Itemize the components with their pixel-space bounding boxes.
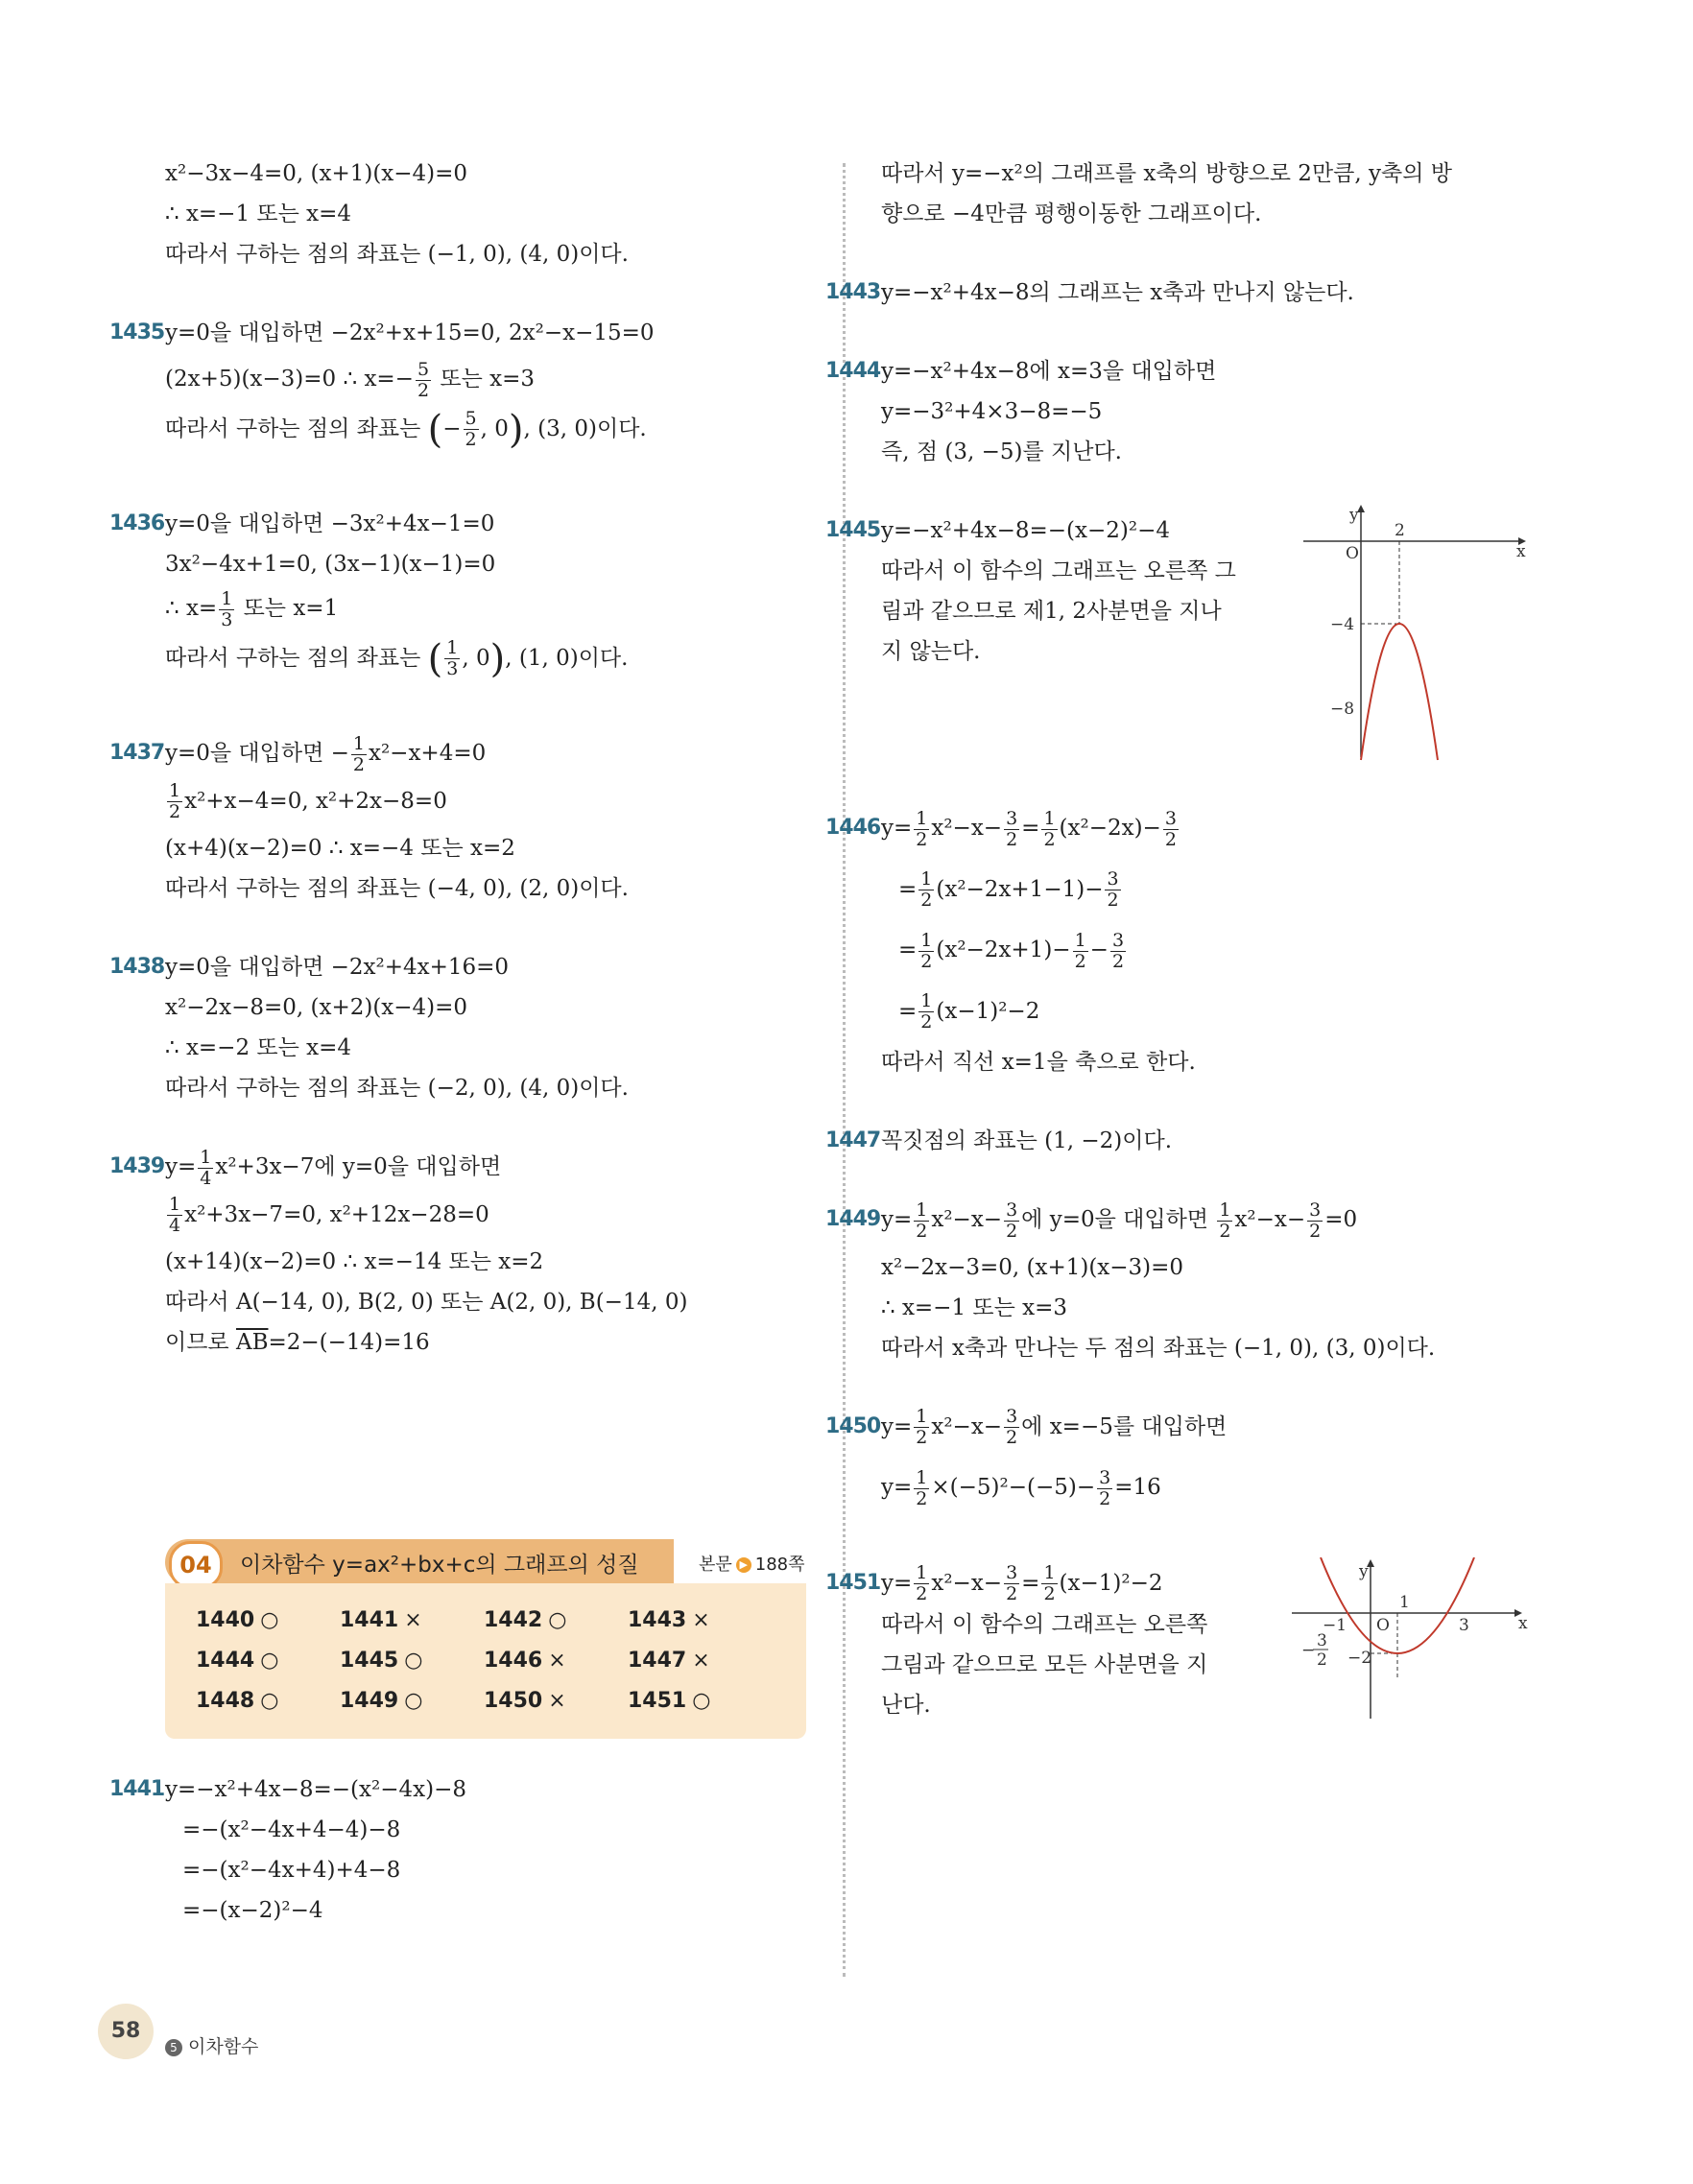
paren-open: ( bbox=[427, 407, 443, 452]
numerator: 3 bbox=[1164, 807, 1177, 829]
problem-1449 bbox=[825, 1199, 1543, 1368]
paren-close: ) bbox=[508, 407, 524, 452]
problem-number: 1436 bbox=[109, 511, 165, 535]
answer-item bbox=[628, 1649, 710, 1673]
text-span: ∴ x= bbox=[165, 596, 218, 621]
text-line: 따라서 이 함수의 그래프는 오른쪽 그 bbox=[881, 558, 1236, 583]
text-line: y=−x²+4x−8의 그래프는 x축과 만나지 않는다. bbox=[881, 280, 1354, 305]
text-line: 따라서 x축과 만나는 두 점의 좌표는 (−1, 0), (3, 0)이다. bbox=[881, 1335, 1436, 1361]
text-span: x²−x− bbox=[931, 1570, 1003, 1596]
answer-item bbox=[484, 1608, 566, 1632]
fraction bbox=[1105, 869, 1120, 911]
answer-number: 1441 bbox=[340, 1608, 399, 1632]
fraction bbox=[914, 1407, 929, 1448]
text-line: =−(x−2)²−4 bbox=[182, 1898, 323, 1923]
answer-item bbox=[628, 1689, 710, 1713]
numerator: 1 bbox=[916, 1562, 928, 1583]
denominator: 2 bbox=[1006, 828, 1018, 850]
fraction bbox=[1307, 1200, 1323, 1242]
text-line: 림과 같으므로 제1, 2사분면을 지나 bbox=[881, 599, 1222, 624]
text-span: =16 bbox=[1114, 1475, 1161, 1500]
answer-item bbox=[196, 1689, 278, 1713]
text-line: =−(x²−4x+4)+4−8 bbox=[182, 1858, 401, 1883]
problem-number: 1435 bbox=[109, 320, 165, 344]
parabola-curve bbox=[1321, 1557, 1474, 1653]
text-line: y=−x²+4x−8=−(x²−4x)−8 bbox=[165, 1777, 466, 1802]
text-span: − bbox=[1089, 938, 1109, 962]
text-span: (x²−2x+1)− bbox=[936, 938, 1071, 962]
numerator: 1 bbox=[920, 990, 933, 1011]
text-span: = bbox=[898, 876, 918, 902]
problem-1446 bbox=[825, 807, 1543, 1082]
denominator: 2 bbox=[920, 1011, 933, 1033]
denominator: 3 bbox=[221, 608, 233, 630]
numerator: 1 bbox=[920, 929, 933, 951]
text-span: (x−1)²−2 bbox=[936, 998, 1040, 1024]
ref-page: 188쪽 bbox=[754, 1555, 805, 1575]
answer-item bbox=[484, 1649, 566, 1673]
denominator: 2 bbox=[1219, 1220, 1231, 1242]
denominator: 2 bbox=[1111, 950, 1125, 972]
text-span: , (1, 0)이다. bbox=[505, 645, 629, 671]
problem-1445 bbox=[825, 506, 1543, 770]
answer-number: 1449 bbox=[340, 1689, 399, 1713]
problem-1450 bbox=[825, 1406, 1543, 1509]
denominator: 2 bbox=[1043, 828, 1056, 850]
answer-mark: × bbox=[692, 1608, 710, 1632]
answer-item bbox=[628, 1608, 710, 1632]
x-label: x bbox=[1518, 1613, 1528, 1633]
answer-mark: × bbox=[692, 1649, 710, 1673]
text-span: (2x+5)(x−3)=0 ∴ x=− bbox=[165, 367, 414, 392]
text-line bbox=[165, 733, 818, 775]
text-line: y=0을 대입하면 −2x²+4x+16=0 bbox=[165, 955, 510, 980]
numerator: 1 bbox=[1043, 1562, 1056, 1583]
text-span: = bbox=[1021, 816, 1040, 841]
fraction bbox=[918, 931, 934, 972]
text-line: 지 않는다. bbox=[881, 639, 981, 664]
text-line: 3x²−4x+1=0, (3x−1)(x−1)=0 bbox=[165, 552, 496, 577]
fraction bbox=[198, 1148, 213, 1189]
numerator: 1 bbox=[916, 1466, 928, 1488]
fraction bbox=[464, 409, 479, 450]
denominator: 2 bbox=[1006, 1427, 1018, 1448]
problem-1447 bbox=[825, 1121, 1543, 1161]
answer-number: 1443 bbox=[628, 1608, 687, 1632]
arrow-right-icon: ▶ bbox=[736, 1557, 751, 1573]
answer-item bbox=[484, 1689, 566, 1713]
text-line: 꼭짓점의 좌표는 (1, −2)이다. bbox=[881, 1128, 1173, 1153]
problem-1438 bbox=[109, 947, 818, 1108]
answer-mark: ○ bbox=[404, 1689, 423, 1713]
text-line bbox=[165, 1195, 818, 1237]
problem-number: 1446 bbox=[825, 816, 881, 840]
fraction bbox=[1097, 1468, 1112, 1509]
answer-number: 1440 bbox=[196, 1608, 255, 1632]
fraction bbox=[1041, 809, 1057, 850]
graph-1445 bbox=[1303, 503, 1534, 775]
numerator: 1 bbox=[916, 807, 928, 829]
answer-item bbox=[196, 1649, 278, 1673]
fraction bbox=[1004, 1200, 1019, 1242]
answer-number: 1444 bbox=[196, 1649, 255, 1673]
answer-mark: × bbox=[404, 1608, 422, 1632]
x-label: x bbox=[1516, 542, 1526, 561]
problem-1437 bbox=[109, 732, 818, 909]
tick-label-frac-den: 2 bbox=[1317, 1650, 1327, 1670]
denominator: 2 bbox=[1006, 1583, 1018, 1604]
numerator: 1 bbox=[446, 637, 459, 658]
fraction bbox=[914, 1200, 929, 1242]
text-span: x²−x+4=0 bbox=[368, 741, 487, 766]
text-line bbox=[165, 638, 818, 680]
text-span: 이므로 bbox=[165, 1330, 236, 1355]
tick-label: −1 bbox=[1323, 1615, 1347, 1635]
denominator: 2 bbox=[169, 801, 181, 822]
text-line bbox=[165, 1147, 818, 1189]
text-line: (x+4)(x−2)=0 ∴ x=−4 또는 x=2 bbox=[165, 836, 515, 861]
problem-number: 1444 bbox=[825, 359, 881, 383]
text-span: x²+x−4=0, x²+2x−8=0 bbox=[184, 788, 447, 814]
numerator: 1 bbox=[920, 868, 933, 890]
text-line bbox=[881, 991, 1543, 1033]
left-column-bottom bbox=[109, 1769, 818, 1969]
text-span: 또는 x=3 bbox=[440, 367, 535, 392]
answer-box bbox=[165, 1583, 806, 1739]
fraction bbox=[1041, 1563, 1057, 1604]
origin-label: O bbox=[1376, 1615, 1390, 1635]
problem-1441 bbox=[109, 1769, 818, 1931]
fraction bbox=[1110, 931, 1126, 972]
text-line: ∴ x=−2 또는 x=4 bbox=[165, 1035, 352, 1060]
fraction bbox=[1004, 809, 1019, 850]
text-line bbox=[881, 808, 1543, 850]
denominator: 3 bbox=[446, 658, 459, 679]
problem-1436 bbox=[109, 504, 818, 681]
denominator: 4 bbox=[200, 1167, 212, 1189]
numerator: 5 bbox=[417, 358, 430, 380]
numerator: 3 bbox=[1111, 929, 1125, 951]
numerator: 3 bbox=[1006, 1406, 1018, 1427]
text-span: y= bbox=[165, 1154, 197, 1179]
tick-label: −2 bbox=[1347, 1648, 1372, 1668]
problem-1439 bbox=[109, 1146, 818, 1363]
denominator: 2 bbox=[1074, 950, 1086, 972]
denominator: 2 bbox=[417, 379, 430, 401]
denominator: 2 bbox=[1099, 1487, 1111, 1509]
answer-item bbox=[340, 1689, 422, 1713]
right-column bbox=[825, 154, 1543, 1764]
text-span: y=0을 대입하면 − bbox=[165, 741, 349, 766]
text-span: = bbox=[898, 998, 918, 1024]
fraction bbox=[914, 809, 929, 850]
answer-mark: ○ bbox=[260, 1689, 279, 1713]
text-line: 따라서 A(−14, 0), B(2, 0) 또는 A(2, 0), B(−14, 0) bbox=[165, 1290, 688, 1315]
ref-prefix: 본문 bbox=[699, 1555, 732, 1575]
graph-1451-svg bbox=[1292, 1557, 1532, 1721]
problem-1434-continued bbox=[165, 154, 818, 274]
text-line bbox=[165, 359, 818, 401]
denominator: 2 bbox=[916, 828, 928, 850]
fraction bbox=[444, 638, 460, 679]
answer-mark: ○ bbox=[692, 1689, 711, 1713]
text-line: 따라서 y=−x²의 그래프를 x축의 방향으로 2만큼, y축의 방 bbox=[881, 161, 1452, 186]
tick-label: 2 bbox=[1395, 521, 1405, 540]
text-span: 따라서 구하는 점의 좌표는 bbox=[165, 415, 421, 441]
text-line: 따라서 직선 x=1을 축으로 한다. bbox=[881, 1050, 1196, 1075]
graph-1445-svg bbox=[1303, 503, 1534, 762]
text-span: (x²−2x+1−1)− bbox=[936, 876, 1104, 902]
problem-number: 1437 bbox=[109, 741, 165, 765]
answer-item bbox=[340, 1608, 422, 1632]
text-span: ×(−5)²−(−5)− bbox=[931, 1475, 1096, 1500]
segment-ab: $\overline{AB}$ bbox=[235, 1330, 269, 1355]
text-line: x²−2x−3=0, (x+1)(x−3)=0 bbox=[881, 1254, 1184, 1280]
numerator: 3 bbox=[1006, 1562, 1018, 1583]
denominator: 2 bbox=[916, 1487, 928, 1509]
answer-number: 1445 bbox=[340, 1649, 399, 1673]
numerator: 3 bbox=[1006, 1199, 1018, 1221]
text-line: ∴ x=−1 또는 x=3 bbox=[881, 1294, 1068, 1320]
text-line: 즉, 점 (3, −5)를 지난다. bbox=[881, 439, 1122, 464]
y-label: y bbox=[1349, 506, 1359, 525]
text-line: 그림과 같으므로 모든 사분면을 지 bbox=[881, 1652, 1208, 1677]
answer-number: 1447 bbox=[628, 1649, 687, 1673]
text-span: =0 bbox=[1324, 1207, 1358, 1232]
text-line bbox=[165, 781, 818, 823]
text-line: 따라서 구하는 점의 좌표는 (−4, 0), (2, 0)이다. bbox=[165, 876, 629, 901]
column-divider bbox=[843, 163, 846, 1977]
denominator: 2 bbox=[465, 429, 477, 450]
text-span: = bbox=[1021, 1570, 1040, 1596]
problem-1435 bbox=[109, 313, 818, 452]
tick-label: −8 bbox=[1330, 700, 1355, 719]
text-line: y=0을 대입하면 −3x²+4x−1=0 bbox=[165, 511, 495, 536]
parabola-curve bbox=[1361, 624, 1438, 760]
text-span: x²+3x−7에 y=0을 대입하면 bbox=[215, 1154, 502, 1179]
text-span: x²−x− bbox=[931, 1413, 1003, 1439]
numerator: 3 bbox=[1006, 807, 1018, 829]
denominator: 2 bbox=[1107, 890, 1119, 911]
fraction bbox=[167, 1195, 182, 1236]
problem-number: 1449 bbox=[825, 1207, 881, 1231]
left-column bbox=[109, 154, 818, 1401]
text-span: y= bbox=[881, 816, 913, 841]
text-line: ∴ x=−1 또는 x=4 bbox=[165, 202, 352, 226]
text-line bbox=[881, 1467, 1543, 1509]
text-line: =−(x²−4x+4−4)−8 bbox=[182, 1817, 401, 1842]
text-span: , (3, 0)이다. bbox=[523, 415, 647, 441]
tick-label-frac-num: 3 bbox=[1317, 1630, 1327, 1650]
fraction bbox=[219, 589, 234, 630]
problem-number: 1441 bbox=[109, 1777, 165, 1801]
denominator: 4 bbox=[169, 1215, 181, 1236]
problem-1442-continued bbox=[881, 154, 1543, 234]
numerator: 1 bbox=[169, 780, 181, 801]
problem-number: 1443 bbox=[825, 280, 881, 304]
text-span: 에 x=−5를 대입하면 bbox=[1021, 1413, 1228, 1439]
text-line: 따라서 구하는 점의 좌표는 (−2, 0), (4, 0)이다. bbox=[165, 1076, 629, 1101]
text-line: x²−3x−4=0, (x+1)(x−4)=0 bbox=[165, 161, 468, 186]
fraction bbox=[351, 734, 367, 775]
text-line bbox=[881, 930, 1543, 972]
fraction bbox=[914, 1563, 929, 1604]
numerator: 3 bbox=[1309, 1199, 1322, 1221]
numerator: 1 bbox=[1043, 807, 1056, 829]
text-line bbox=[881, 869, 1543, 912]
tick-label: 3 bbox=[1459, 1615, 1469, 1635]
text-span: , 0 bbox=[480, 415, 509, 441]
numerator: 1 bbox=[200, 1146, 212, 1168]
numerator: 1 bbox=[221, 587, 233, 609]
chapter-label bbox=[165, 2032, 258, 2058]
numerator: 1 bbox=[916, 1199, 928, 1221]
text-line: y=0을 대입하면 −2x²+x+15=0, 2x²−x−15=0 bbox=[165, 320, 655, 345]
text-span: 따라서 구하는 점의 좌표는 bbox=[165, 645, 421, 671]
text-line: 따라서 구하는 점의 좌표는 (− $\frac{5}{2}$ , 0), (3, 0)이다. bbox=[165, 407, 647, 452]
numerator: 1 bbox=[169, 1194, 181, 1215]
denominator: 2 bbox=[1309, 1220, 1322, 1242]
problem-number: 1447 bbox=[825, 1128, 881, 1152]
problem-number: 1450 bbox=[825, 1413, 881, 1438]
paren-close: ) bbox=[489, 636, 506, 681]
numerator: 1 bbox=[916, 1406, 928, 1427]
text-span: (x−1)²−2 bbox=[1059, 1570, 1163, 1596]
text-line: 따라서 구하는 점의 좌표는 (−1, 0), (4, 0)이다. bbox=[165, 242, 629, 267]
answer-mark: ○ bbox=[548, 1608, 567, 1632]
fraction bbox=[1004, 1563, 1019, 1604]
text-line: x²−2x−8=0, (x+2)(x−4)=0 bbox=[165, 995, 468, 1020]
paren-open: ( bbox=[427, 636, 443, 681]
fraction bbox=[1217, 1200, 1232, 1242]
text-line: 난다. bbox=[881, 1693, 931, 1718]
text-span: y= bbox=[881, 1207, 913, 1232]
answer-number: 1450 bbox=[484, 1689, 543, 1713]
denominator: 2 bbox=[920, 950, 933, 972]
text-line bbox=[165, 1322, 818, 1363]
problem-number: 1445 bbox=[825, 518, 881, 542]
numerator: 3 bbox=[1107, 868, 1119, 890]
answer-mark: × bbox=[548, 1689, 566, 1713]
fraction bbox=[1004, 1407, 1019, 1448]
denominator: 2 bbox=[916, 1583, 928, 1604]
answer-number: 1446 bbox=[484, 1649, 543, 1673]
text-span: 또는 x=1 bbox=[243, 596, 339, 621]
text-span: x²−x− bbox=[931, 816, 1003, 841]
text-line: y=−3²+4×3−8=−5 bbox=[881, 399, 1103, 424]
text-span: =2−(−14)=16 bbox=[268, 1330, 430, 1355]
answer-number: 1451 bbox=[628, 1689, 687, 1713]
chapter-number-badge: 5 bbox=[165, 2039, 182, 2056]
problem-1444 bbox=[825, 351, 1543, 472]
text-line: 따라서 이 함수의 그래프는 오른쪽 bbox=[881, 1612, 1208, 1637]
text-span: x²−x− bbox=[931, 1207, 1003, 1232]
tick-label: 1 bbox=[1399, 1592, 1410, 1612]
tick-label-minus: − bbox=[1301, 1640, 1316, 1660]
numerator: 3 bbox=[1099, 1466, 1111, 1488]
answer-mark: ○ bbox=[260, 1649, 279, 1673]
fraction bbox=[1073, 931, 1088, 972]
y-label: y bbox=[1359, 1561, 1369, 1581]
numerator: 1 bbox=[352, 732, 365, 754]
fraction bbox=[416, 360, 431, 401]
fraction bbox=[914, 1468, 929, 1509]
section-title: 이차함수 y=ax²+bx+c의 그래프의 성질 bbox=[240, 1553, 639, 1578]
text-span: x²+3x−7=0, x²+12x−28=0 bbox=[184, 1201, 489, 1227]
denominator: 2 bbox=[1164, 828, 1177, 850]
text-line: 향으로 −4만큼 평행이동한 그래프이다. bbox=[881, 202, 1262, 226]
text-line: y=−x²+4x−8에 x=3을 대입하면 bbox=[881, 359, 1217, 384]
answer-item bbox=[340, 1649, 422, 1673]
section-page-ref bbox=[699, 1551, 805, 1576]
denominator: 2 bbox=[916, 1220, 928, 1242]
answer-mark: ○ bbox=[260, 1608, 279, 1632]
text-line: y=−x²+4x−8=−(x−2)²−4 bbox=[881, 518, 1170, 543]
problem-number: 1438 bbox=[109, 955, 165, 979]
text-line bbox=[881, 1407, 1543, 1449]
text-span: 에 y=0을 대입하면 bbox=[1021, 1207, 1216, 1232]
fraction bbox=[918, 991, 934, 1033]
answer-mark: ○ bbox=[404, 1649, 423, 1673]
text-span: = bbox=[898, 938, 918, 962]
answer-number: 1448 bbox=[196, 1689, 255, 1713]
text-span: , 0 bbox=[462, 645, 490, 671]
origin-label: O bbox=[1346, 544, 1359, 563]
fraction bbox=[167, 781, 182, 822]
tick-label: −4 bbox=[1330, 615, 1355, 634]
text-span: y= bbox=[881, 1570, 913, 1596]
answer-mark: × bbox=[548, 1649, 566, 1673]
denominator: 2 bbox=[916, 1427, 928, 1448]
section-number: 04 bbox=[169, 1541, 223, 1589]
text-span: y= bbox=[881, 1413, 913, 1439]
numerator: 1 bbox=[1219, 1199, 1231, 1221]
problem-number: 1439 bbox=[109, 1154, 165, 1178]
chapter-title: 이차함수 bbox=[188, 2036, 259, 2057]
text-line: (x+14)(x−2)=0 ∴ x=−14 또는 x=2 bbox=[165, 1249, 544, 1274]
problem-1451 bbox=[825, 1561, 1543, 1726]
text-span: x²−x− bbox=[1234, 1207, 1306, 1232]
denominator: 2 bbox=[1043, 1583, 1056, 1604]
answer-item bbox=[196, 1608, 278, 1632]
denominator: 2 bbox=[920, 890, 933, 911]
problem-number: 1451 bbox=[825, 1570, 881, 1595]
text-line bbox=[881, 1199, 1543, 1242]
text-span: y= bbox=[881, 1475, 913, 1500]
fraction bbox=[1163, 809, 1179, 850]
text-span: (x²−2x)− bbox=[1059, 816, 1161, 841]
denominator: 2 bbox=[352, 753, 365, 775]
fraction bbox=[918, 869, 934, 911]
denominator: 2 bbox=[1006, 1220, 1018, 1242]
text-line bbox=[165, 588, 818, 630]
page-number: 58 bbox=[98, 2004, 154, 2059]
numerator: 1 bbox=[1074, 929, 1086, 951]
numerator: 5 bbox=[465, 408, 477, 429]
problem-1443 bbox=[825, 273, 1543, 313]
answer-number: 1442 bbox=[484, 1608, 543, 1632]
graph-1451 bbox=[1292, 1557, 1532, 1734]
